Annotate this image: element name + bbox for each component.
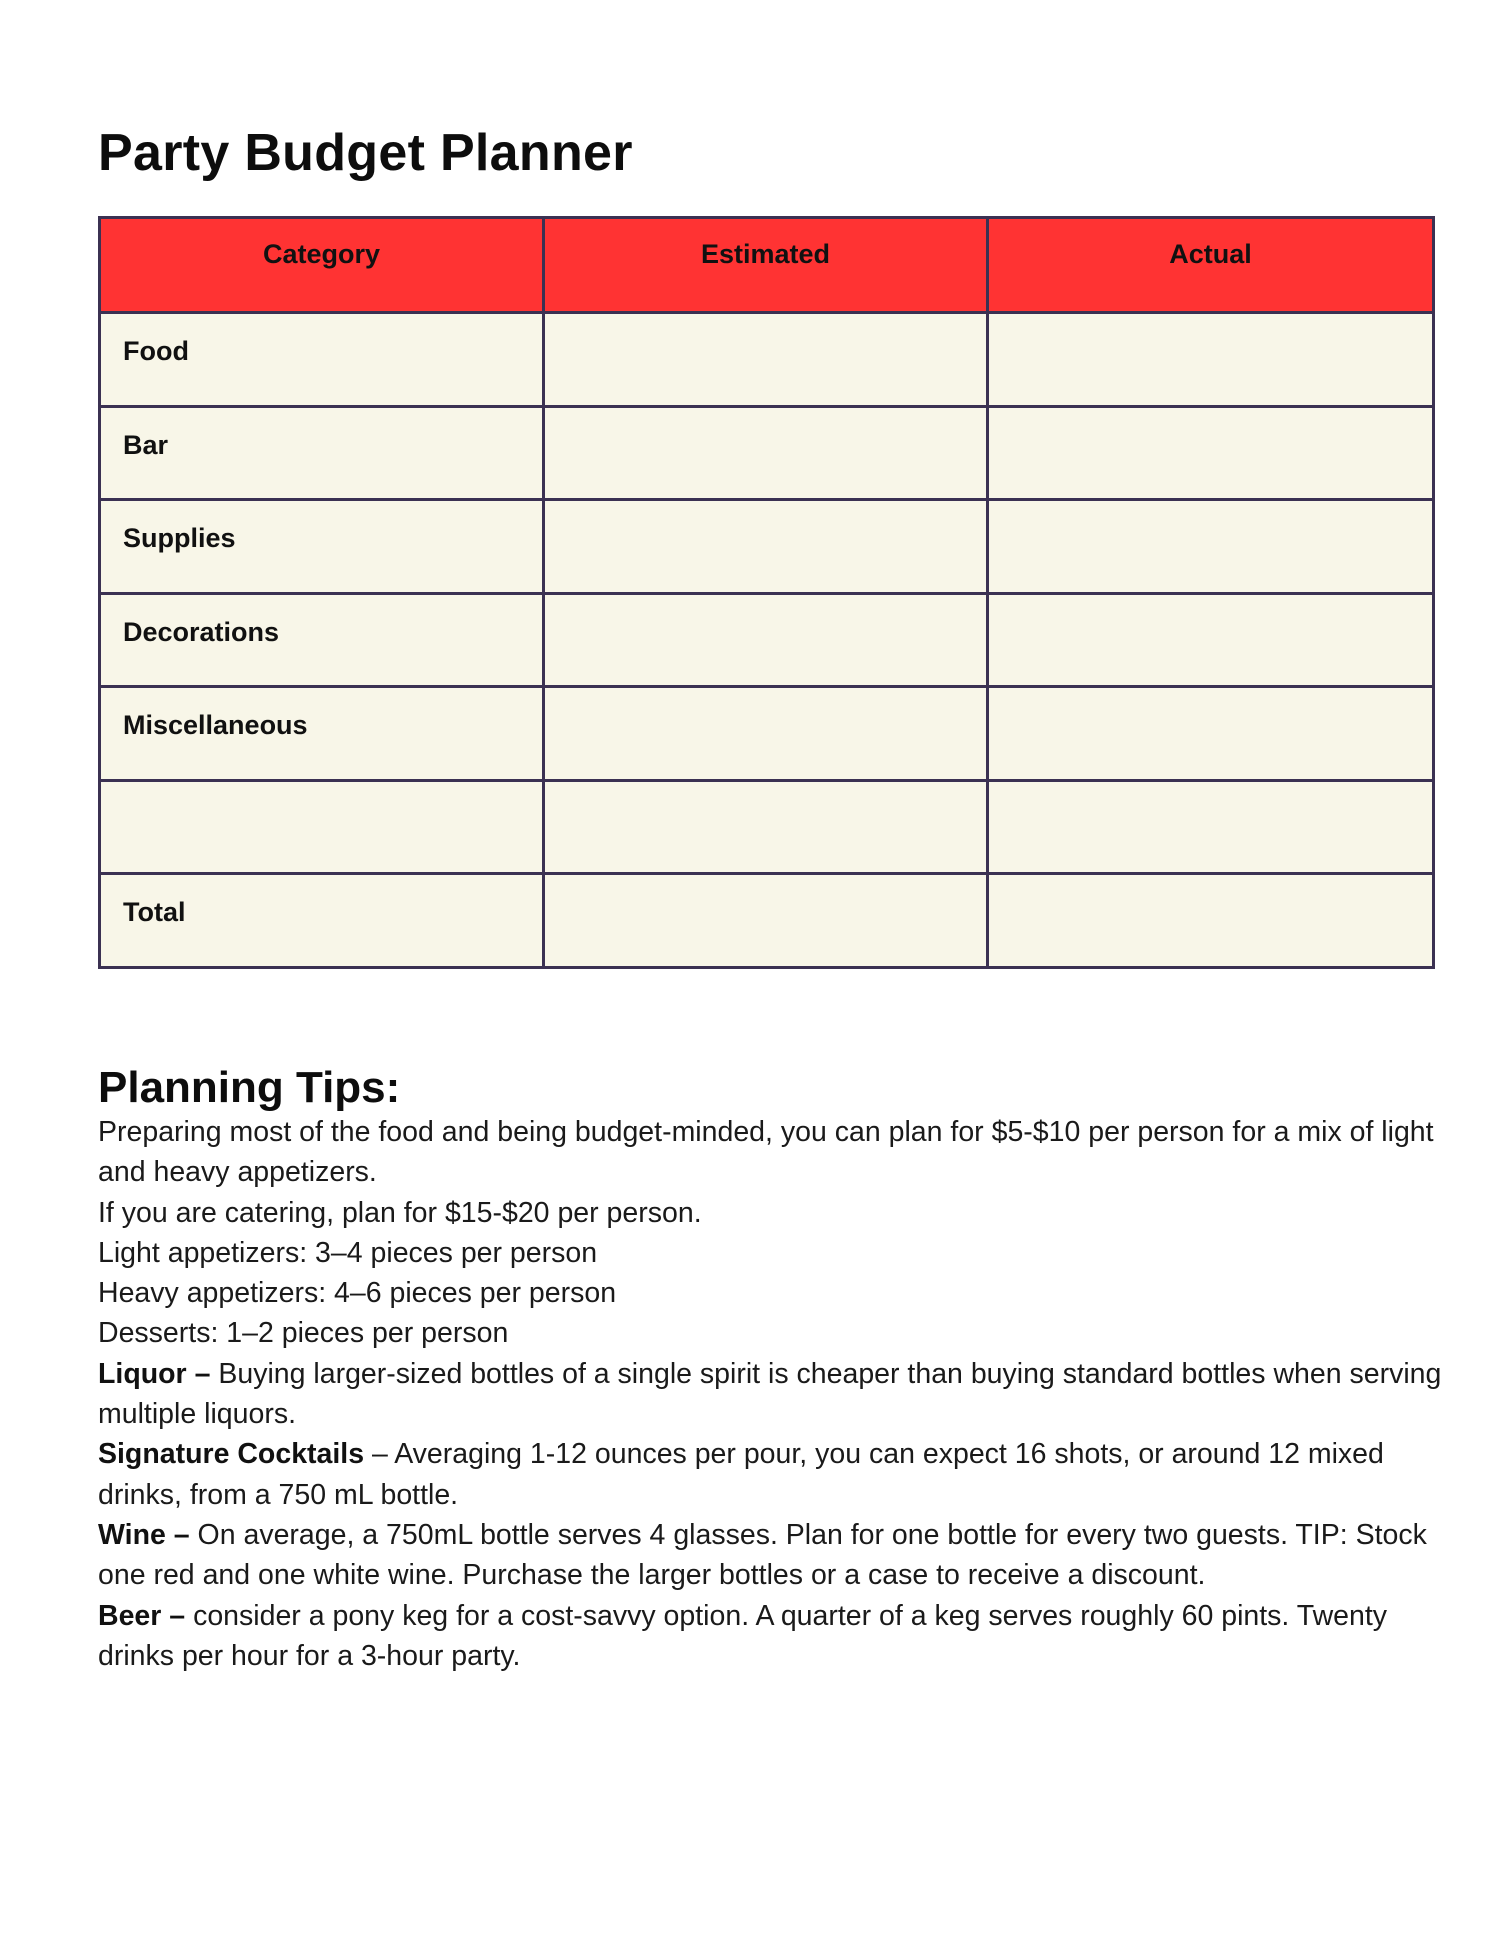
- tip-item: [98, 1273, 1458, 1313]
- tip-item-liquor: [98, 1354, 1458, 1435]
- tip-item-signature-cocktails: [98, 1434, 1458, 1515]
- planning-tips-heading: Planning Tips:: [98, 1063, 401, 1112]
- actual-cell[interactable]: [988, 406, 1434, 500]
- planning-tips-body: [98, 1112, 1458, 1676]
- table-row-decorations: [100, 593, 1434, 687]
- tip-text: If you are catering, plan for $15-$20 per person.: [98, 1196, 702, 1229]
- table-header-row: [100, 218, 1434, 313]
- estimated-cell[interactable]: [544, 313, 988, 407]
- category-cell: Food: [100, 313, 544, 407]
- table-row-bar: [100, 406, 1434, 500]
- tip-item: [98, 1193, 1458, 1233]
- column-header-category: Category: [100, 218, 544, 313]
- category-cell: Supplies: [100, 500, 544, 594]
- estimated-cell[interactable]: [544, 780, 988, 874]
- column-header-estimated: Estimated: [544, 218, 988, 313]
- page-title: Party Budget Planner: [98, 124, 633, 182]
- table-row-food: [100, 313, 1434, 407]
- estimated-cell[interactable]: [544, 500, 988, 594]
- actual-total-cell[interactable]: [988, 874, 1434, 968]
- tip-text: Buying larger-sized bottles of a single spirit is cheaper than buying standard bottles when serving multiple liquors.: [98, 1357, 1442, 1431]
- category-cell: Bar: [100, 406, 544, 500]
- category-cell: Miscellaneous: [100, 687, 544, 781]
- estimated-total-cell[interactable]: [544, 874, 988, 968]
- tip-item: [98, 1233, 1458, 1273]
- tip-item: [98, 1313, 1458, 1353]
- actual-cell[interactable]: [988, 313, 1434, 407]
- tip-item-wine: [98, 1515, 1458, 1596]
- category-cell: Decorations: [100, 593, 544, 687]
- planning-tips-section: [98, 1060, 1458, 1676]
- tip-text: Desserts: 1–2 pieces per person: [98, 1317, 509, 1350]
- category-cell[interactable]: [100, 780, 544, 874]
- budget-table: [98, 216, 1435, 969]
- tip-item-beer: [98, 1596, 1458, 1677]
- column-header-actual: Actual: [988, 218, 1434, 313]
- tip-text: Heavy appetizers: 4–6 pieces per person: [98, 1277, 617, 1310]
- tip-lead: Liquor –: [98, 1357, 211, 1390]
- tip-item: [98, 1112, 1458, 1193]
- tip-lead: Wine –: [98, 1518, 190, 1551]
- estimated-cell[interactable]: [544, 593, 988, 687]
- estimated-cell[interactable]: [544, 687, 988, 781]
- estimated-cell[interactable]: [544, 406, 988, 500]
- actual-cell[interactable]: [988, 500, 1434, 594]
- actual-cell[interactable]: [988, 687, 1434, 781]
- table-row-total: [100, 874, 1434, 968]
- tip-text: Preparing most of the food and being budget-minded, you can plan for $5-$10 per person for a mix of light and heavy appetizers.: [98, 1116, 1434, 1189]
- tip-lead: Signature Cocktails: [98, 1438, 365, 1471]
- tip-text: – Averaging 1-12 ounces per pour, you can expect 16 shots, or around 12 mixed drinks, from a 750 mL bottle.: [98, 1438, 1384, 1511]
- tip-text: On average, a 750mL bottle serves 4 glasses. Plan for one bottle for every two guests. TIP: Stock one red and one white wine. Purchase the larger bottles or a case to receive a discount.: [98, 1518, 1427, 1592]
- table-row-supplies: [100, 500, 1434, 594]
- tip-text: consider a pony keg for a cost-savvy option. A quarter of a keg serves roughly 60 pints. Twenty drinks per hour for a 3-hour party.: [98, 1599, 1388, 1672]
- table-row-blank: [100, 780, 1434, 874]
- table-row-miscellaneous: [100, 687, 1434, 781]
- tip-text: Light appetizers: 3–4 pieces per person: [98, 1236, 598, 1269]
- actual-cell[interactable]: [988, 780, 1434, 874]
- tip-lead: Beer –: [98, 1599, 186, 1632]
- actual-cell[interactable]: [988, 593, 1434, 687]
- category-cell: Total: [100, 874, 544, 968]
